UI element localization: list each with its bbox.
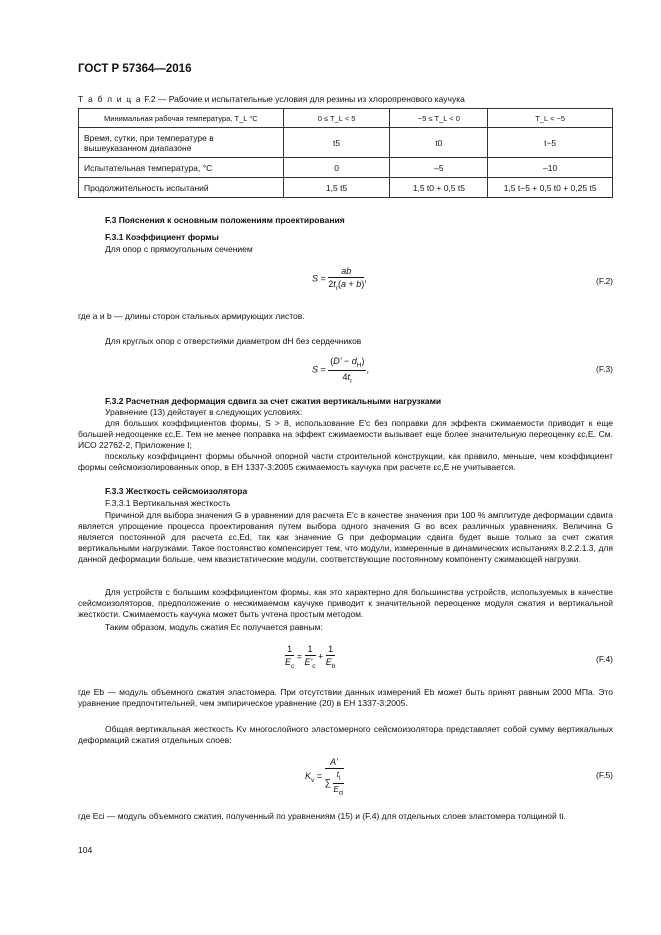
section-f3-title: F.3 Пояснения к основным положениям проектирования — [105, 215, 345, 225]
equation-f2: S = $\frac{ab}{2t_r(a + b)}$ , — [312, 266, 367, 292]
table-cell: t−5 — [488, 128, 613, 158]
table-cell: 1,5 t5 — [283, 178, 390, 198]
text-after-f5: где Eci — модуль объемного сжатия, полученный по уравнениям (15) и (F.4) для отдельных слоев эластомера толщиной ti. — [78, 811, 566, 821]
table-cell: 1,5 t−5 + 0,5 t0 + 0,25 t5 — [488, 178, 613, 198]
table-header-row — [79, 109, 613, 128]
section-f331-p2: Для устройств с большим коэффициентом формы, как это характерно для большинства устройств, используемых в качестве сейсмоизоляторов, предположение о несжимаемом каучуке приводит к значительной переоценке модуля сжатия и вертикальной жесткости. Сжимаемость каучука может быть учтена простым методом. — [78, 587, 613, 619]
section-f31-text: Для опор с прямоугольным сечением — [105, 244, 253, 254]
table-cell: t5 — [283, 128, 390, 158]
section-f32-p3: поскольку коэффициент формы обычной опорной части строительной конструкции, как правило, меньше, чем коэффициент формы сейсмоизолированных опор, в ЕН 1337-3:2005 сжимаемость каучука при расчете εc,E не учитывается. — [78, 451, 613, 472]
table-cell: Испытательная температура, °C — [79, 158, 284, 178]
table-caption-text: F.2 — Рабочие и испытательные условия для резины из хлоропренового каучука — [141, 94, 465, 104]
equation-f4: $\frac{1}{E_c}$ = $\frac{1}{E'_c}$ + $\frac{1}{E_b}$ — [285, 644, 336, 670]
table-cell: 0 — [283, 158, 390, 178]
text-round: Для круглых опор с отверстиями диаметром dH без сердечников — [105, 336, 362, 346]
page-number: 104 — [78, 845, 93, 855]
table-row — [79, 178, 613, 198]
section-f32-p2: для больших коэффициентов формы, S > 8, использование E'c без поправки для эффекта сжимаемости приводит к еще большей недооценке εc,E. Тем не менее поправка на эффект сжимаемости вызывает еще более значительную переоценку εc,E. См. ИСО 22762-2, Приложение I; — [78, 418, 613, 450]
equation-f5: $K_v$ = A' ∑ $\frac{t_i}{E_{ci}}$ — [305, 757, 344, 797]
table-caption-label: Т а б л и ц а — [78, 94, 142, 104]
equation-f2-number: (F.2) — [596, 276, 613, 286]
table-cell: –10 — [488, 158, 613, 178]
equation-f5-number: (F.5) — [596, 770, 613, 780]
section-f33-title: F.3.3 Жесткость сейсмоизолятора — [105, 486, 248, 496]
table-cell: t0 — [390, 128, 488, 158]
conditions-table — [78, 108, 613, 198]
table-cell: 1,5 t0 + 0,5 t5 — [390, 178, 488, 198]
table-row — [79, 158, 613, 178]
equation-f3-number: (F.3) — [596, 364, 613, 374]
table-row — [79, 128, 613, 158]
equation-f3: S = $\frac{(D' - d_H)}{4t_r}$ , — [312, 356, 369, 385]
section-f31-title: F.3.1 Коэффициент формы — [105, 232, 219, 242]
table-header-cell: T_L < −5 — [488, 109, 613, 128]
table-cell: –5 — [390, 158, 488, 178]
section-f32-title: F.3.2 Расчетная деформация сдвига за счет сжатия вертикальными нагрузками — [105, 396, 442, 406]
table-header-cell: Минимальная рабочая температура, T_L °C — [79, 109, 284, 128]
text-after-f2: где a и b — длины сторон стальных армирующих листов. — [78, 311, 305, 321]
table-header-cell: −5 ≤ T_L < 0 — [390, 109, 488, 128]
section-f331-p1: Причиной для выбора значения G в уравнении для расчета E'c в качестве значения при 100 % амплитуде деформации сдвига является упрощение процесса проектирования путем выбора одного значения G во всех различных уравнениях. Величина G является постоянной для расчета εc,Ed, так как значение G при деформации сдвига будет выше только за счет сжатия вертикальными нагрузками. Такое постоянство компенсирует тем, что модули, измеренные в динамических испытаниях 8.2.2.1.3, для данной деформации больше, чем квазистатические модули, соответствующие постоянному компоненту сжимающей нагрузки. — [78, 510, 613, 564]
document-header: ГОСТ Р 57364—2016 — [78, 63, 192, 75]
table-caption — [78, 94, 465, 104]
section-f32-p1: Уравнение (13) действует в следующих условиях: — [105, 407, 303, 417]
table-cell: Время, сутки, при температуре в вышеуказанном диапазоне — [79, 128, 284, 158]
table-header-cell: 0 ≤ T_L < 5 — [283, 109, 390, 128]
text-kv: Общая вертикальная жесткость Kv многослойного эластомерного сейсмоизолятора представляет собой сумму вертикальных деформаций сжатия отдельных слоев: — [78, 724, 613, 745]
text-after-f4: где Eb — модуль объемного сжатия эластомера. При отсутствии данных измерений Eb может быть принят равным 2000 МПа. Это уравнение предпочтительней, чем эмпирическое уравнение (20) в ЕН 1337-3:2005. — [78, 687, 613, 708]
table-cell: Продолжительность испытаний — [79, 178, 284, 198]
section-f331-p3: Таким образом, модуль сжатия Ec получается равным: — [105, 622, 323, 632]
section-f331-title: F.3.3.1 Вертикальная жесткость — [105, 498, 231, 508]
equation-f4-number: (F.4) — [596, 654, 613, 664]
